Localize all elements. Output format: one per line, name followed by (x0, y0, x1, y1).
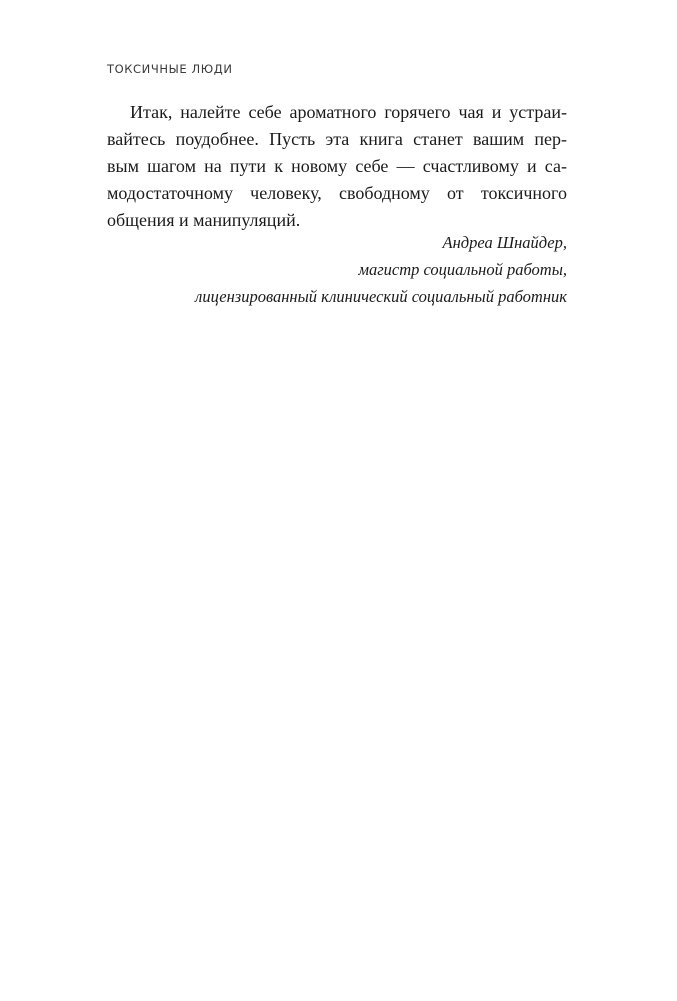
author-license: лицензированный клинический социальный работник (195, 287, 567, 306)
running-header: ТОКСИЧНЫЕ ЛЮДИ (107, 62, 233, 76)
author-degree: магистр социальной работы, (358, 260, 567, 279)
author-signature (195, 229, 567, 310)
paragraph-line: общения и манипуляций. (107, 210, 301, 230)
body-paragraph (107, 99, 567, 234)
paragraph-line: вым шагом на пути к новому себе — счастливому и са- (107, 156, 567, 176)
paragraph-line: модостаточному человеку, свободному от токсичного (107, 183, 567, 203)
paragraph-line: Итак, налейте себе ароматного горячего чая и устраи- (130, 102, 567, 122)
author-name: Андреа Шнайдер, (442, 233, 567, 252)
paragraph-line: вайтесь поудобнее. Пусть эта книга станет вашим пер- (107, 129, 567, 149)
